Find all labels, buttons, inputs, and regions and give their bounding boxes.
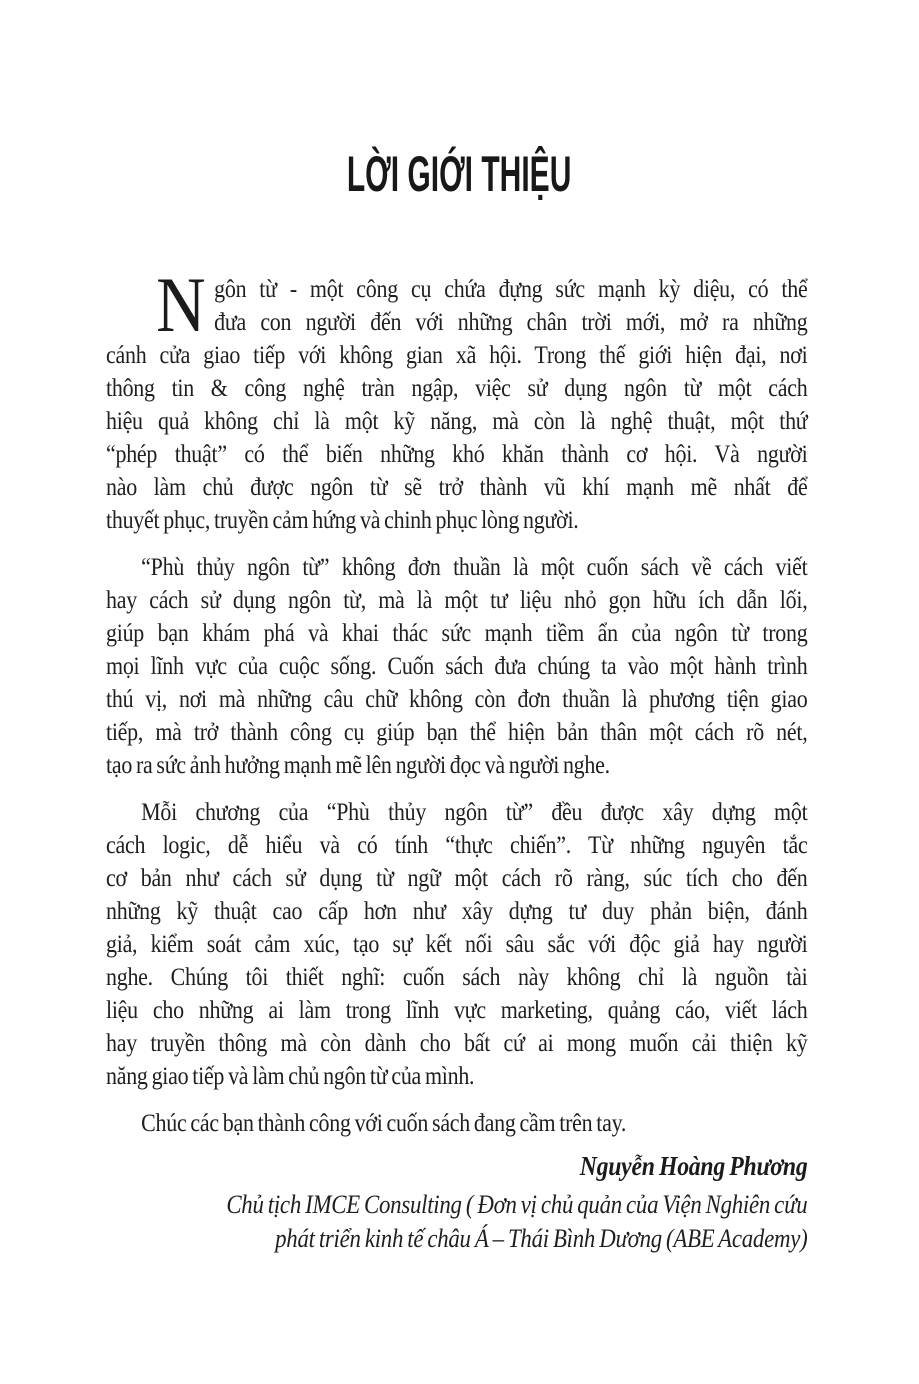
- text-line: Chúc các bạn thành công với cuốn sách đang cầm trên tay.: [141, 1110, 627, 1137]
- text-line: thông tin & công nghệ tràn ngập, việc sử dụng ngôn từ một cách: [106, 375, 808, 402]
- paragraphs: [106, 261, 808, 1140]
- chapter-title-wrap: [0, 146, 919, 202]
- text-line: “phép thuật” có thể biến những khó khăn thành cơ hội. Và người: [106, 441, 808, 468]
- affiliation-line: Chủ tịch IMCE Consulting ( Đơn vị chủ quản của Viện Nghiên cứu: [226, 1190, 808, 1219]
- text-line: giả, kiểm soát cảm xúc, tạo sự kết nối sâu sắc với độc giả hay người: [106, 931, 808, 958]
- text-line: thú vị, nơi mà những câu chữ không còn đơn thuần là phương tiện giao: [106, 686, 808, 713]
- text-line: những kỹ thuật cao cấp hơn như xây dựng tư duy phản biện, đánh: [106, 898, 808, 925]
- text-line: mọi lĩnh vực của cuộc sống. Cuốn sách đưa chúng ta vào một hành trình: [106, 653, 808, 680]
- text-line: gôn từ - một công cụ chứa đựng sức mạnh kỳ diệu, có thể: [214, 276, 808, 303]
- text-line: liệu cho những ai làm trong lĩnh vực marketing, quảng cáo, viết lách: [106, 997, 808, 1024]
- text-line: đưa con người đến với những chân trời mới, mở ra những: [214, 309, 808, 336]
- text-line: cánh cửa giao tiếp với không gian xã hội. Trong thế giới hiện đại, nơi: [106, 342, 808, 369]
- text-line: tạo ra sức ảnh hưởng mạnh mẽ lên người đọc và người nghe.: [106, 752, 610, 779]
- text-line: Mỗi chương của “Phù thủy ngôn từ” đều được xây dựng một: [141, 799, 808, 826]
- signature: [106, 1146, 807, 1256]
- paragraph: [106, 261, 808, 537]
- text-line: năng giao tiếp và làm chủ ngôn từ của mình.: [106, 1063, 475, 1090]
- affiliation: [106, 1188, 807, 1256]
- text-line: nào làm chủ được ngôn từ sẽ trở thành vũ khí mạnh mẽ nhất để: [106, 474, 808, 501]
- text-line: hiệu quả không chỉ là một kỹ năng, mà còn là nghệ thuật, một thứ: [106, 408, 808, 435]
- text-line: hay cách sử dụng ngôn từ, mà là một tư liệu nhỏ gọn hữu ích dẫn lối,: [106, 587, 808, 614]
- text-line: cách logic, dễ hiểu và có tính “thực chiến”. Từ những nguyên tắc: [106, 832, 808, 859]
- body-text: [106, 261, 808, 1256]
- text-line: thuyết phục, truyền cảm hứng và chinh phục lòng người.: [106, 507, 579, 534]
- text-line: nghe. Chúng tôi thiết nghĩ: cuốn sách này không chỉ là nguồn tài: [106, 964, 808, 991]
- text-line: hay truyền thông mà còn dành cho bất cứ ai mong muốn cải thiện kỹ: [106, 1030, 808, 1057]
- text-line: giúp bạn khám phá và khai thác sức mạnh tiềm ẩn của ngôn từ trong: [106, 620, 808, 647]
- author-name: Nguyễn Hoàng Phương: [579, 1151, 808, 1181]
- paragraph: [106, 1107, 807, 1140]
- affiliation-line: phát triển kinh tế châu Á – Thái Bình Dương (ABE Academy): [275, 1224, 808, 1253]
- text-line: tiếp, mà trở thành công cụ giúp bạn thể hiện bản thân một cách rõ nét,: [106, 719, 808, 746]
- chapter-title: LỜI GIỚI THIỆU: [347, 146, 572, 202]
- paragraph: [106, 551, 807, 782]
- drop-cap: N: [156, 261, 206, 348]
- paragraph: [106, 796, 807, 1093]
- text-line: “Phù thủy ngôn từ” không đơn thuần là một cuốn sách về cách viết: [141, 554, 808, 581]
- text-line: cơ bản như cách sử dụng từ ngữ một cách rõ ràng, súc tích cho đến: [106, 865, 808, 892]
